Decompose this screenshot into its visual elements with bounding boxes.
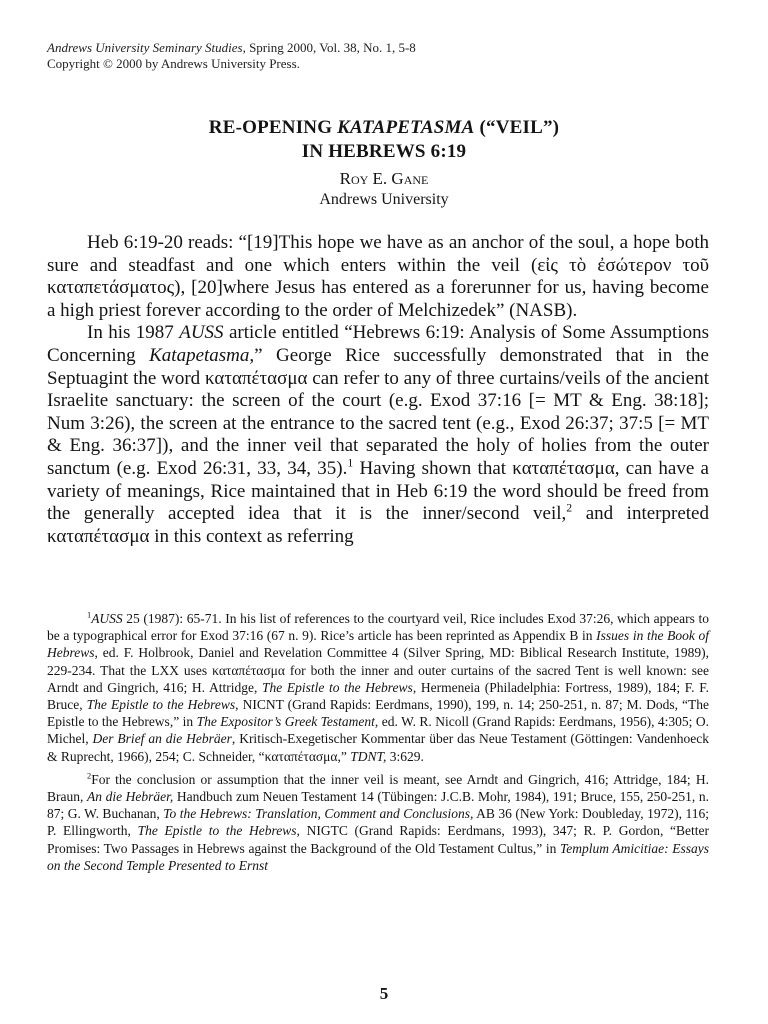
author-affiliation: Andrews University [319, 191, 449, 208]
paragraph: In his 1987 AUSS article entitled “Hebrews 6:19: Analysis of Some Assumptions Concerning Katapetasma,” George Rice successfully demonstrated that in the Septuagint the word καταπέτασμα can refer to any of three curtains/veils of the ancient Israelite sanctuary: the screen of the court (e.g. Exod 37:16 [= MT & Eng. 38:18]; Num 3:26), the screen at the entrance to the sacred tent (e.g., Exod 26:37; 37:5 [= MT & Eng. 36:37]), and the inner veil that separated the holy of holies from the outer sanctum (e.g. Exod 26:31, 33, 34, 35).$^1$ Having shown that καταπέτασμα, can have a variety of meanings, Rice maintained that in Heb 6:19 the word should be freed from the generally accepted idea that it is the inner/second veil,$^2$ and interpreted καταπέτασμα in this context as referring [47, 322, 709, 547]
footnote-ref: 1 [347, 456, 354, 470]
author-name: Roy E. Gane [339, 169, 429, 188]
footnote: $^1$AUSS 25 (1987): 65-71. In his list of references to the courtyard veil, Rice includes Exod 37:26, which appears to be a typographical error for Exod 37:16 (67 n. 9). Rice’s article has been reprinted as Appendix B in Issues in the Book of Hebrews, ed. F. Holbrook, Daniel and Revelation Committee 4 (Silver Spring, MD: Biblical Research Institute, 1989), 229-234. That the LXX uses καταπέτασμα for both the inner and outer curtains of the sacred Tent is well known: see Arndt and Gingrich, 416; H. Attridge, The Epistle to the Hebrews, Hermeneia (Philadelphia: Fortress, 1989), 184; F. F. Bruce, The Epistle to the Hebrews, NICNT (Grand Rapids: Eerdmans, 1990), 199, n. 14; 250-251, n. 87; M. Dods, “The Epistle to the Hebrews,” in The Expositor’s Greek Testament, ed. W. R. Nicoll (Grand Rapids: Eerdmans, 1956), 4:305; O. Michel, Der Brief an die Hebräer, Kritisch-Exegetischer Kommentar über das Neue Testament (Göttingen: Vandenhoeck & Ruprecht, 1966), 254; C. Schneider, “καταπέτασμα,” TDNT, 3:629. [47, 610, 710, 764]
journal-name: Andrews University Seminary Studies [47, 40, 243, 55]
title-block [0, 116, 768, 210]
page-number: 5 [379, 984, 389, 1003]
footnote: $^2$For the conclusion or assumption that the inner veil is meant, see Arndt and Gingrich, 416; Attridge, 184; H. Braun, An die Hebräer, Handbuch zum Neuen Testament 14 (Tübingen: J.C.B. Mohr, 1984), 191; Bruce, 155, 250-251, n. 87; G. W. Buchanan, To the Hebrews: Translation, Comment and Conclusions, AB 36 (New York: Doubleday, 1972), 116; P. Ellingworth, The Epistle to the Hebrews, NIGTC (Grand Rapids: Eerdmans, 1993), 347; R. P. Gordon, “Better Promises: Two Passages in Hebrews against the Background of the Old Testament Cultus,” in Templum Amicitiae: Essays on the Second Temple Presented to Ernst [47, 771, 709, 873]
running-header [47, 40, 416, 72]
article-title-line2: IN HEBREWS 6:19 [301, 141, 467, 162]
paragraph: Heb 6:19-20 reads: “[19]This hope we have as an anchor of the soul, a hope both sure and steadfast and one which enters within the veil (εἰς τὸ ἐσώτερον τοῦ καταπετάσματος), [20]where Jesus has entered as a forerunner for us, having become a high priest forever according to the order of Melchizedek” (NASB). [47, 232, 709, 321]
copyright-line: Copyright © 2000 by Andrews University Press. [47, 56, 300, 71]
footnote-number: 2 [87, 771, 92, 781]
title-keyword: KATAPETASMA [337, 117, 475, 138]
footnote-ref: 2 [566, 501, 573, 515]
footnotes [47, 610, 709, 874]
citation-line [47, 40, 416, 56]
article-title: RE-OPENING KATAPETASMA (“VEIL”) [208, 117, 560, 138]
footnote-number: 1 [87, 610, 92, 620]
article-body [47, 232, 709, 548]
issue-info: , Spring 2000, Vol. 38, No. 1, 5-8 [242, 40, 416, 55]
